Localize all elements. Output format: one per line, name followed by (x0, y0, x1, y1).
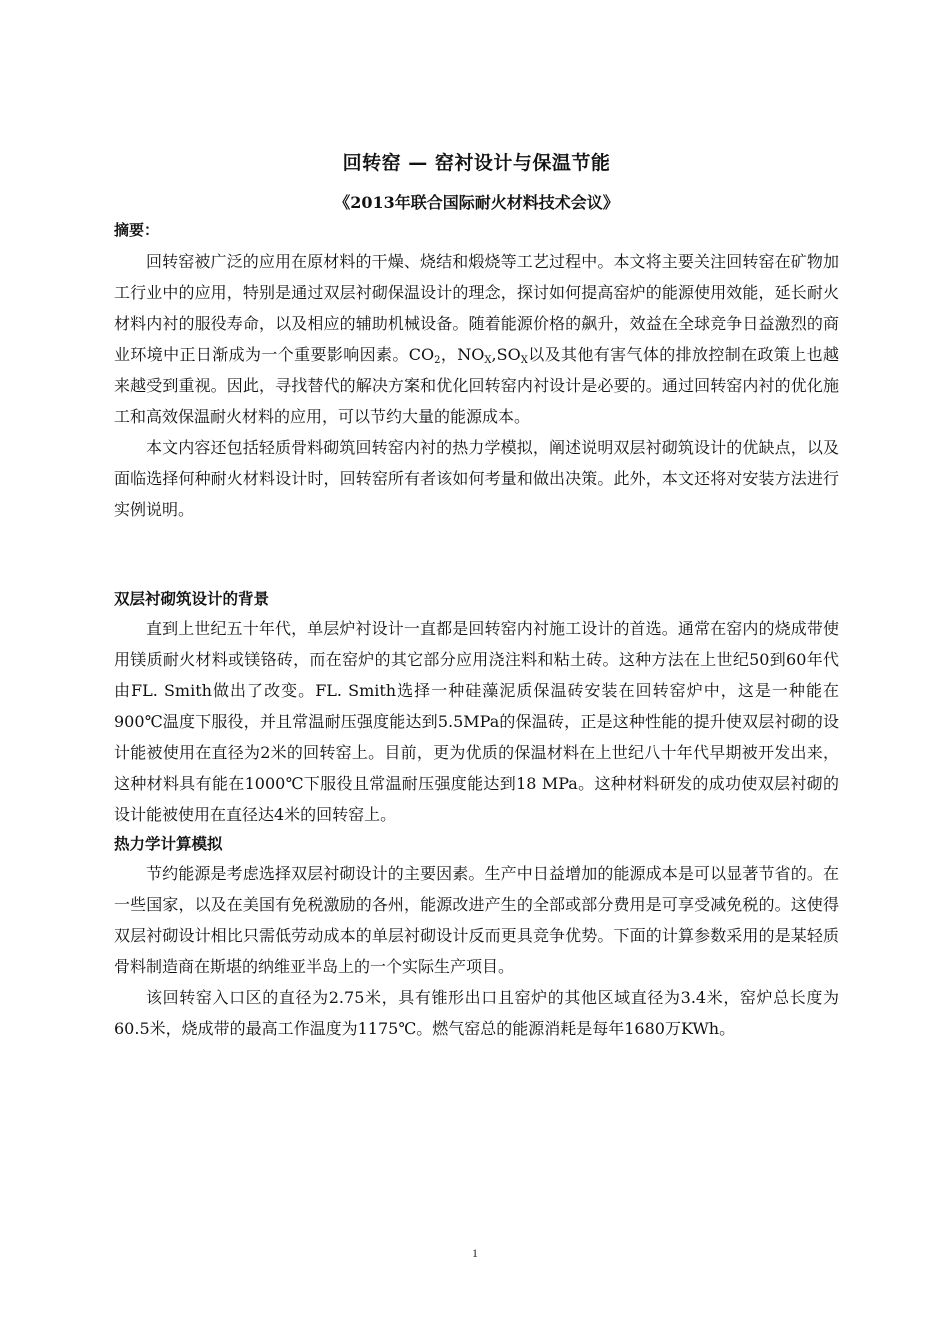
section-background-paragraph: 直到上世纪五十年代，单层炉衬设计一直都是回转窑内衬施工设计的首选。通常在窑内的烧成带使用镁质耐火材料或镁铬砖，而在窑炉的其它部分应用浇注料和粘土砖。这种方法在上世纪50到60年代由FL. Smith做出了改变。FL. Smith选择一种硅藻泥质保温砖安装在回转窑炉中，这是一种能在900℃温度下服役，并且常温耐压强度能达到5.5MPa的保温砖，正是这种性能的提升使双层衬砌的设计能被使用在直径为2米的回转窑上。目前，更为优质的保温材料在上世纪八十年代早期被开发出来，这种材料具有能在1000℃下服役且常温耐压强度能达到18 MPa。这种材料研发的成功使双层衬砌的设计能被使用在直径达4米的回转窑上。 (114, 619, 839, 824)
page-number: 1 (472, 1246, 478, 1260)
sox-subscript: X (520, 355, 528, 366)
nox-subscript: X (484, 355, 492, 366)
abstract-text-part-2: ，NO (440, 345, 485, 364)
section-heading-thermal-simulation: 热力学计算模拟 (114, 835, 223, 853)
abstract-paragraph-1 (114, 246, 839, 432)
section-heading-background: 双层衬砌筑设计的背景 (114, 590, 270, 608)
abstract-text-part-1: 回转窑被广泛的应用在原材料的干燥、烧结和煅烧等工艺过程中。本文将主要关注回转窑在矿物加工行业中的应用，特别是通过双层衬砌保温设计的理念，探讨如何提高窑炉的能源使用效能，延长耐火材料内衬的服役寿命，以及相应的辅助机械设备。随着能源价格的飙升，效益在全球竞争日益激烈的商业环境中正日渐成为一个重要影响因素。CO (114, 252, 839, 364)
abstract-text-part-4: 以及其他有害气体的排放控制在政策上也越来越受到重视。因此，寻找替代的解决方案和优化回转窑内衬设计是必要的。通过回转窑内衬的优化施工和高效保温耐火材料的应用，可以节约大量的能源成本。 (114, 345, 839, 426)
section-thermal-paragraph-1: 节约能源是考虑选择双层衬砌设计的主要因素。生产中日益增加的能源成本是可以显著节省的。在一些国家，以及在美国有免税激励的各州，能源改进产生的全部或部分费用是可享受减免税的。这使得双层衬砌设计相比只需低劳动成本的单层衬砌设计反而更具竞争优势。下面的计算参数采用的是某轻质骨料制造商在斯堪的纳维亚半岛上的一个实际生产项目。 (114, 864, 839, 976)
abstract-label: 摘要： (114, 221, 160, 239)
co2-subscript: 2 (434, 355, 441, 366)
abstract-text-part-3: ,SO (491, 345, 521, 364)
abstract-paragraph-2: 本文内容还包括轻质骨料砌筑回转窑内衬的热力学模拟，阐述说明双层衬砌筑设计的优缺点，以及面临选择何种耐火材料设计时，回转窑所有者该如何考量和做出决策。此外，本文还将对安装方法进行实例说明。 (114, 438, 839, 519)
document-title: 回转窑 — 窑衬设计与保温节能 (342, 152, 611, 174)
document-body (114, 148, 839, 1044)
section-thermal-paragraph-2: 该回转窑入口区的直径为2.75米，具有锥形出口且窑炉的其他区域直径为3.4米，窑炉总长度为60.5米，烧成带的最高工作温度为1175℃。燃气窑总的能源消耗是每年1680万KWh。 (114, 988, 839, 1038)
conference-source: 《2013年联合国际耐火材料技术会议》 (334, 193, 619, 212)
